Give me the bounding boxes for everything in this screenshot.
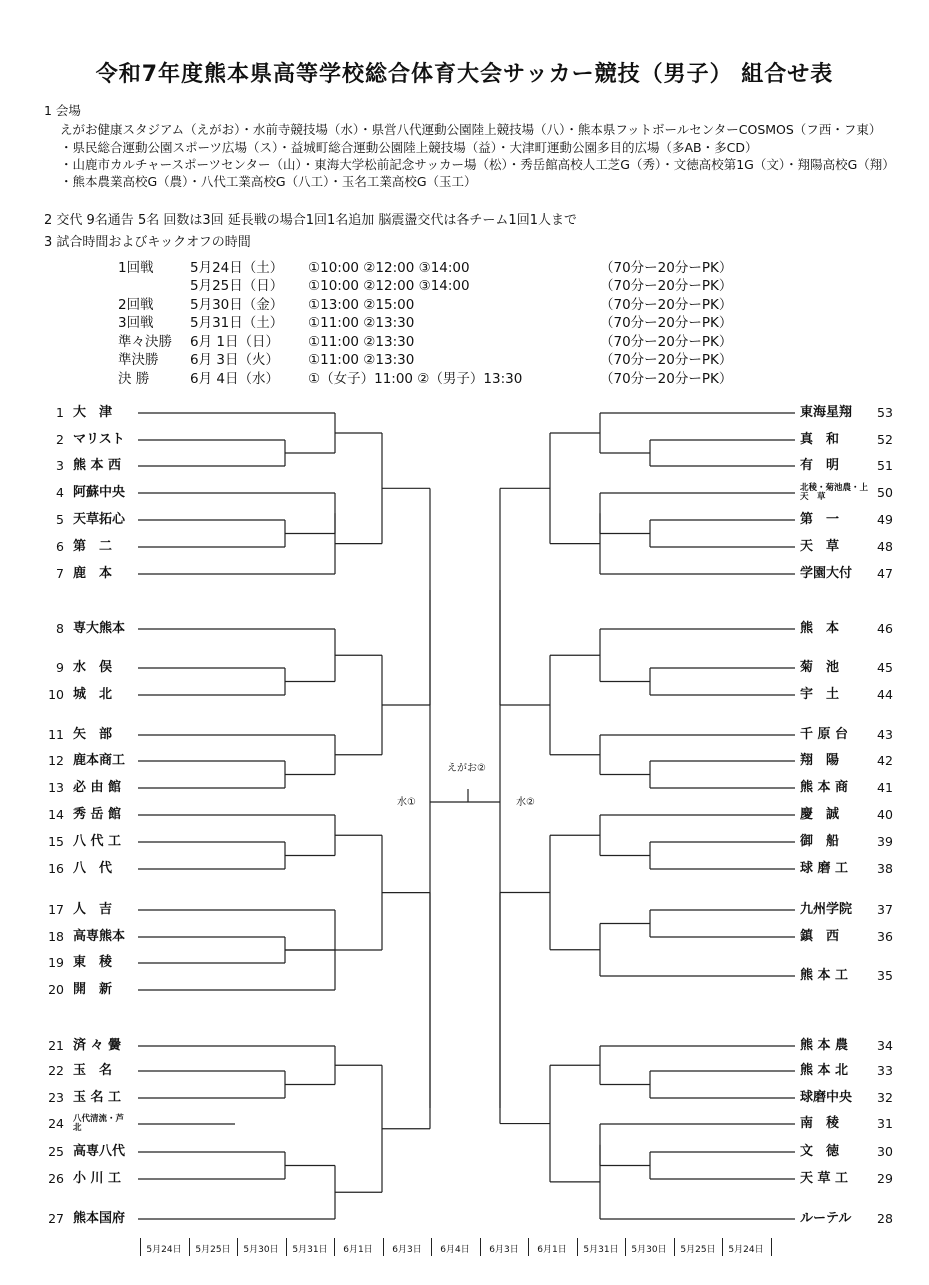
schedule-times: ①（女子）11:00 ②（男子）13:30 [308, 371, 523, 387]
team-seed-number: 21 [48, 1038, 64, 1053]
team-name: 玉 名 [73, 1063, 113, 1078]
team-seed-number: 12 [48, 753, 64, 768]
team-seed-number: 35 [877, 968, 893, 983]
team-name: 人 吉 [73, 902, 113, 917]
team-seed-number: 16 [48, 861, 64, 876]
round-date: 5月25日 [680, 1245, 716, 1255]
team-seed-number: 26 [48, 1171, 64, 1186]
team-name: 高専八代 [73, 1144, 126, 1159]
team-name: 八 代 [73, 861, 113, 876]
substitution-rule: 2 交代 9名通告 5名 回数は3回 延長戦の場合1回1名追加 脳震盪交代は各チーム1回1人まで [44, 213, 577, 228]
team-name: 熊 本 西 [73, 458, 122, 473]
team-seed-number: 30 [877, 1144, 893, 1159]
team-seed-number: 37 [877, 902, 893, 917]
team-seed-number: 42 [877, 753, 893, 768]
team-seed-number: 46 [877, 621, 893, 636]
round-date: 5月30日 [243, 1245, 279, 1255]
team-name: 東 稜 [73, 955, 113, 970]
team-name: 鹿本商工 [73, 753, 126, 768]
round-date: 5月31日 [583, 1245, 619, 1255]
team-seed-number: 3 [56, 458, 64, 473]
schedule-format: （70分ー20分ーPK） [600, 334, 733, 350]
team-name: 大 津 [73, 405, 113, 420]
team-seed-number: 27 [48, 1211, 64, 1226]
team-name: 菊 池 [800, 660, 840, 675]
schedule-round: 準決勝 [118, 352, 159, 368]
team-seed-number: 49 [877, 512, 893, 527]
team-seed-number: 34 [877, 1038, 893, 1053]
round-date: 5月24日 [146, 1245, 182, 1255]
team-name: 文 徳 [800, 1144, 840, 1159]
round-date: 6月4日 [440, 1245, 470, 1255]
schedule-date: 5月31日（土） [190, 315, 284, 331]
date-separator [771, 1238, 772, 1256]
page-title: 令和7年度熊本県高等学校総合体育大会サッカー競技（男子） 組合せ表 [95, 62, 834, 87]
team-seed-number: 52 [877, 432, 893, 447]
round-date: 5月31日 [292, 1245, 328, 1255]
team-seed-number: 4 [56, 485, 64, 500]
team-name: 天 草 工 [800, 1171, 849, 1186]
team-name: 熊 本 北 [800, 1063, 849, 1078]
venue-line: ・山鹿市カルチャースポーツセンター（山）・東海大学松前記念サッカー場（松）・秀岳館高校人工芝G（秀）・文徳高校第1G（文）・翔陽高校G（翔） [60, 157, 895, 172]
schedule-times: ①11:00 ②13:30 [308, 315, 415, 331]
team-seed-number: 28 [877, 1211, 893, 1226]
team-name: 熊 本 商 [800, 780, 849, 795]
team-name: 水 俣 [73, 660, 113, 675]
team-seed-number: 10 [48, 687, 64, 702]
schedule-date: 6月 1日（日） [190, 334, 279, 350]
team-name: 有 明 [800, 458, 840, 473]
round-date: 5月25日 [195, 1245, 231, 1255]
team-seed-number: 13 [48, 780, 64, 795]
team-seed-number: 41 [877, 780, 893, 795]
schedule-heading: 3 試合時間およびキックオフの時間 [44, 235, 251, 250]
team-name: 専大熊本 [73, 621, 126, 636]
schedule-times: ①11:00 ②13:30 [308, 352, 415, 368]
team-seed-number: 5 [56, 512, 64, 527]
team-seed-number: 20 [48, 982, 64, 997]
team-seed-number: 29 [877, 1171, 893, 1186]
team-name: 天草拓心 [73, 512, 126, 527]
team-name: 高専熊本 [73, 929, 126, 944]
right-semifinal-venue-label: 水② [516, 797, 535, 808]
schedule-date: 5月25日（日） [190, 278, 284, 294]
team-seed-number: 36 [877, 929, 893, 944]
team-name: 球磨中央 [800, 1090, 853, 1105]
schedule-date: 5月24日（土） [190, 260, 284, 276]
team-seed-number: 17 [48, 902, 64, 917]
team-seed-number: 53 [877, 405, 893, 420]
team-seed-number: 45 [877, 660, 893, 675]
team-name: 南 稜 [800, 1116, 840, 1131]
team-seed-number: 19 [48, 955, 64, 970]
team-name: 八代清流・芦 北 [73, 1114, 133, 1133]
team-name: 翔 陽 [800, 753, 840, 768]
team-seed-number: 24 [48, 1116, 64, 1131]
team-seed-number: 8 [56, 621, 64, 636]
team-seed-number: 33 [877, 1063, 893, 1078]
team-name: 熊 本 [800, 621, 840, 636]
team-seed-number: 23 [48, 1090, 64, 1105]
venue-line: えがお健康スタジアム（えがお）・水前寺競技場（水）・県営八代運動公園陸上競技場（八）・熊本県フットボールセンターCOSMOS（フ西・フ東） [60, 122, 882, 137]
team-name: 慶 誠 [800, 807, 840, 822]
team-name: 熊 本 農 [800, 1038, 849, 1053]
team-name: 鹿 本 [73, 566, 113, 581]
team-seed-number: 6 [56, 539, 64, 554]
venue-heading: 1 会場 [44, 103, 81, 118]
team-name: 第 二 [73, 539, 113, 554]
team-name: 秀 岳 館 [73, 807, 122, 822]
team-seed-number: 18 [48, 929, 64, 944]
team-name: 鎮 西 [800, 929, 840, 944]
team-seed-number: 43 [877, 727, 893, 742]
schedule-times: ①11:00 ②13:30 [308, 334, 415, 350]
team-name: 熊 本 工 [800, 968, 849, 983]
schedule-date: 6月 3日（火） [190, 352, 279, 368]
schedule-times: ①10:00 ②12:00 ③14:00 [308, 260, 470, 276]
schedule-format: （70分ー20分ーPK） [600, 260, 733, 276]
team-seed-number: 1 [56, 405, 64, 420]
schedule-times: ①13:00 ②15:00 [308, 297, 415, 313]
team-name: 千 原 台 [800, 727, 849, 742]
team-seed-number: 31 [877, 1116, 893, 1131]
round-date: 6月3日 [489, 1245, 519, 1255]
schedule-round: 決 勝 [118, 371, 150, 387]
team-name: 北稜・菊池農・上 天 草 [800, 483, 877, 502]
team-seed-number: 22 [48, 1063, 64, 1078]
team-name: 阿蘇中央 [73, 485, 126, 500]
round-date: 5月30日 [631, 1245, 667, 1255]
schedule-format: （70分ー20分ーPK） [600, 315, 733, 331]
team-name: 済 々 黌 [73, 1038, 122, 1053]
team-seed-number: 50 [877, 485, 893, 500]
left-semifinal-venue-label: 水① [397, 797, 416, 808]
team-seed-number: 48 [877, 539, 893, 554]
team-seed-number: 39 [877, 834, 893, 849]
team-seed-number: 40 [877, 807, 893, 822]
team-seed-number: 25 [48, 1144, 64, 1159]
team-seed-number: 47 [877, 566, 893, 581]
team-name: 開 新 [73, 982, 113, 997]
schedule-round: 1回戦 [118, 260, 154, 276]
team-seed-number: 15 [48, 834, 64, 849]
final-venue-label: えがお② [447, 763, 486, 774]
team-name: 玉 名 工 [73, 1090, 122, 1105]
team-name: 御 船 [800, 834, 840, 849]
round-date: 6月1日 [537, 1245, 567, 1255]
schedule-round: 2回戦 [118, 297, 154, 313]
team-seed-number: 32 [877, 1090, 893, 1105]
team-name: 宇 土 [800, 687, 840, 702]
schedule-date: 6月 4日（水） [190, 371, 279, 387]
team-name: 学園大付 [800, 566, 853, 581]
team-name: 九州学院 [800, 902, 853, 917]
schedule-round: 準々決勝 [118, 334, 172, 350]
schedule-format: （70分ー20分ーPK） [600, 371, 733, 387]
team-name: 矢 部 [73, 727, 113, 742]
team-seed-number: 51 [877, 458, 893, 473]
team-name: マリスト [73, 432, 125, 447]
team-seed-number: 38 [877, 861, 893, 876]
schedule-format: （70分ー20分ーPK） [600, 352, 733, 368]
team-name: ルーテル [800, 1211, 852, 1226]
schedule-round: 3回戦 [118, 315, 154, 331]
venue-line: ・熊本農業高校G（農）・八代工業高校G（八工）・玉名工業高校G（玉工） [60, 174, 477, 189]
schedule-format: （70分ー20分ーPK） [600, 278, 733, 294]
schedule-date: 5月30日（金） [190, 297, 284, 313]
round-date: 6月3日 [392, 1245, 422, 1255]
team-name: 球 磨 工 [800, 861, 849, 876]
team-seed-number: 14 [48, 807, 64, 822]
team-name: 天 草 [800, 539, 840, 554]
team-name: 東海星翔 [800, 405, 853, 420]
team-name: 真 和 [800, 432, 840, 447]
schedule-format: （70分ー20分ーPK） [600, 297, 733, 313]
team-name: 第 一 [800, 512, 840, 527]
team-name: 熊本国府 [73, 1211, 126, 1226]
team-seed-number: 44 [877, 687, 893, 702]
team-name: 必 由 館 [73, 780, 122, 795]
team-seed-number: 11 [48, 727, 64, 742]
venue-line: ・県民総合運動公園スポーツ広場（ス）・益城町総合運動公園陸上競技場（益）・大津町運動公園多目的広場（多AB・多CD） [60, 140, 758, 155]
team-seed-number: 7 [56, 566, 64, 581]
team-seed-number: 2 [56, 432, 64, 447]
schedule-times: ①10:00 ②12:00 ③14:00 [308, 278, 470, 294]
round-date: 6月1日 [343, 1245, 373, 1255]
team-name: 城 北 [73, 687, 113, 702]
team-name: 小 川 工 [73, 1171, 122, 1186]
team-seed-number: 9 [56, 660, 64, 675]
team-name: 八 代 工 [73, 834, 122, 849]
round-date: 5月24日 [728, 1245, 764, 1255]
